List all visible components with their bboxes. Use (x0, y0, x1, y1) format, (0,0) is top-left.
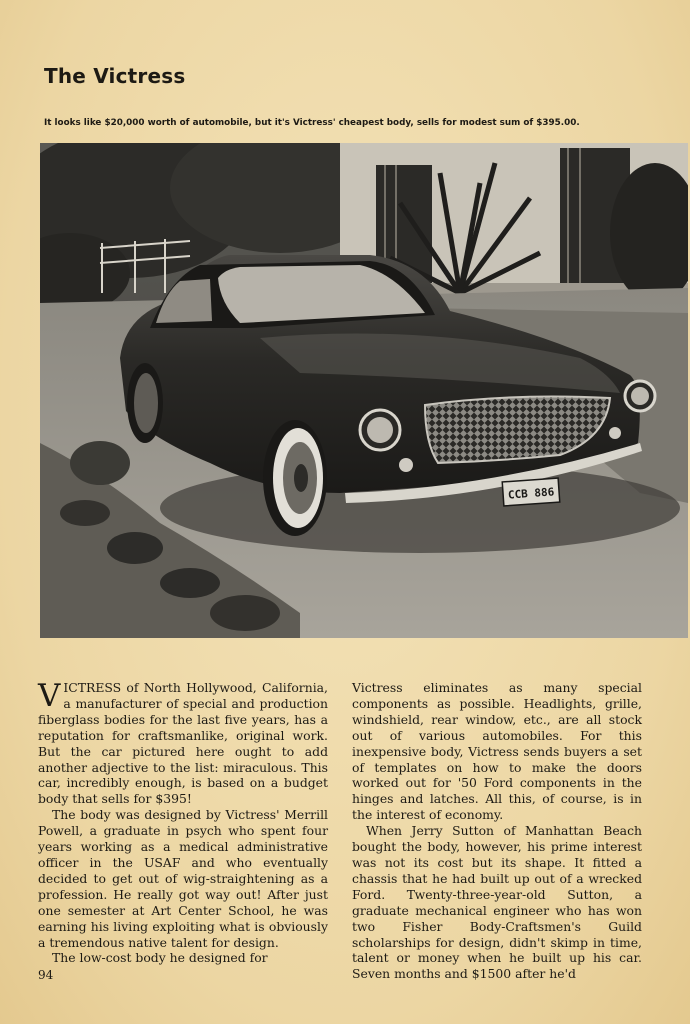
paragraph: The body was designed by Victress' Merrill Powell, a graduate in psych who spent four years working as a medical administrative officer in the USAF and who eventually decided to get out of wig-straightening as a profession. He really got way out! After just one semester at Art Center School, he was earning his living exploiting what is obviously a tremendous native talent for design. (38, 807, 328, 950)
text-column-right (352, 680, 642, 982)
paragraph: The low-cost body he designed for (52, 950, 268, 966)
article-title: The Victress (44, 64, 186, 88)
paragraph: When Jerry Sutton of Manhattan Beach bought the body, however, his prime interest was not its cost but its shape. It fitted a chassis that he had built up out of a wrecked Ford. Twenty-three-year-old Sutton, a graduate mechanical engineer who has won two Fisher Body-Craftsmen's Guild scholarships for design, didn't skimp in time, talent or money when he built up his car. Seven months and $1500 after he'd (352, 823, 642, 982)
page-number: 94 (38, 968, 54, 982)
photo-caption: It looks like $20,000 worth of automobile, but it's Victress' cheapest body, sells for modest sum of $395.00. (44, 118, 580, 128)
drop-cap: V (38, 678, 61, 714)
text-column-left (38, 680, 328, 966)
paragraph: Victress eliminates as many special components as possible. Headlights, grille, windshield, rear window, etc., are all stock out of various automobiles. For this inexpensive body, Victress sends buyers a set of templates on how to make the doors worked out for '50 Ford components in the hinges and latches. All this, of course, is in the interest of economy. (352, 680, 642, 823)
paragraph (38, 680, 328, 807)
paragraph-text: ICTRESS of North Hollywood, California, a manufacturer of special and production fiberglass bodies for the last five years, has a reputation for craftsmanlike, original work. But the car pictured here ought to add another adjective to the list: miraculous. This car, incredibly enough, is based on a budget body that sells for $395! (38, 680, 328, 807)
license-plate-text: CCB 886 (507, 485, 555, 502)
car-photo (40, 143, 688, 638)
